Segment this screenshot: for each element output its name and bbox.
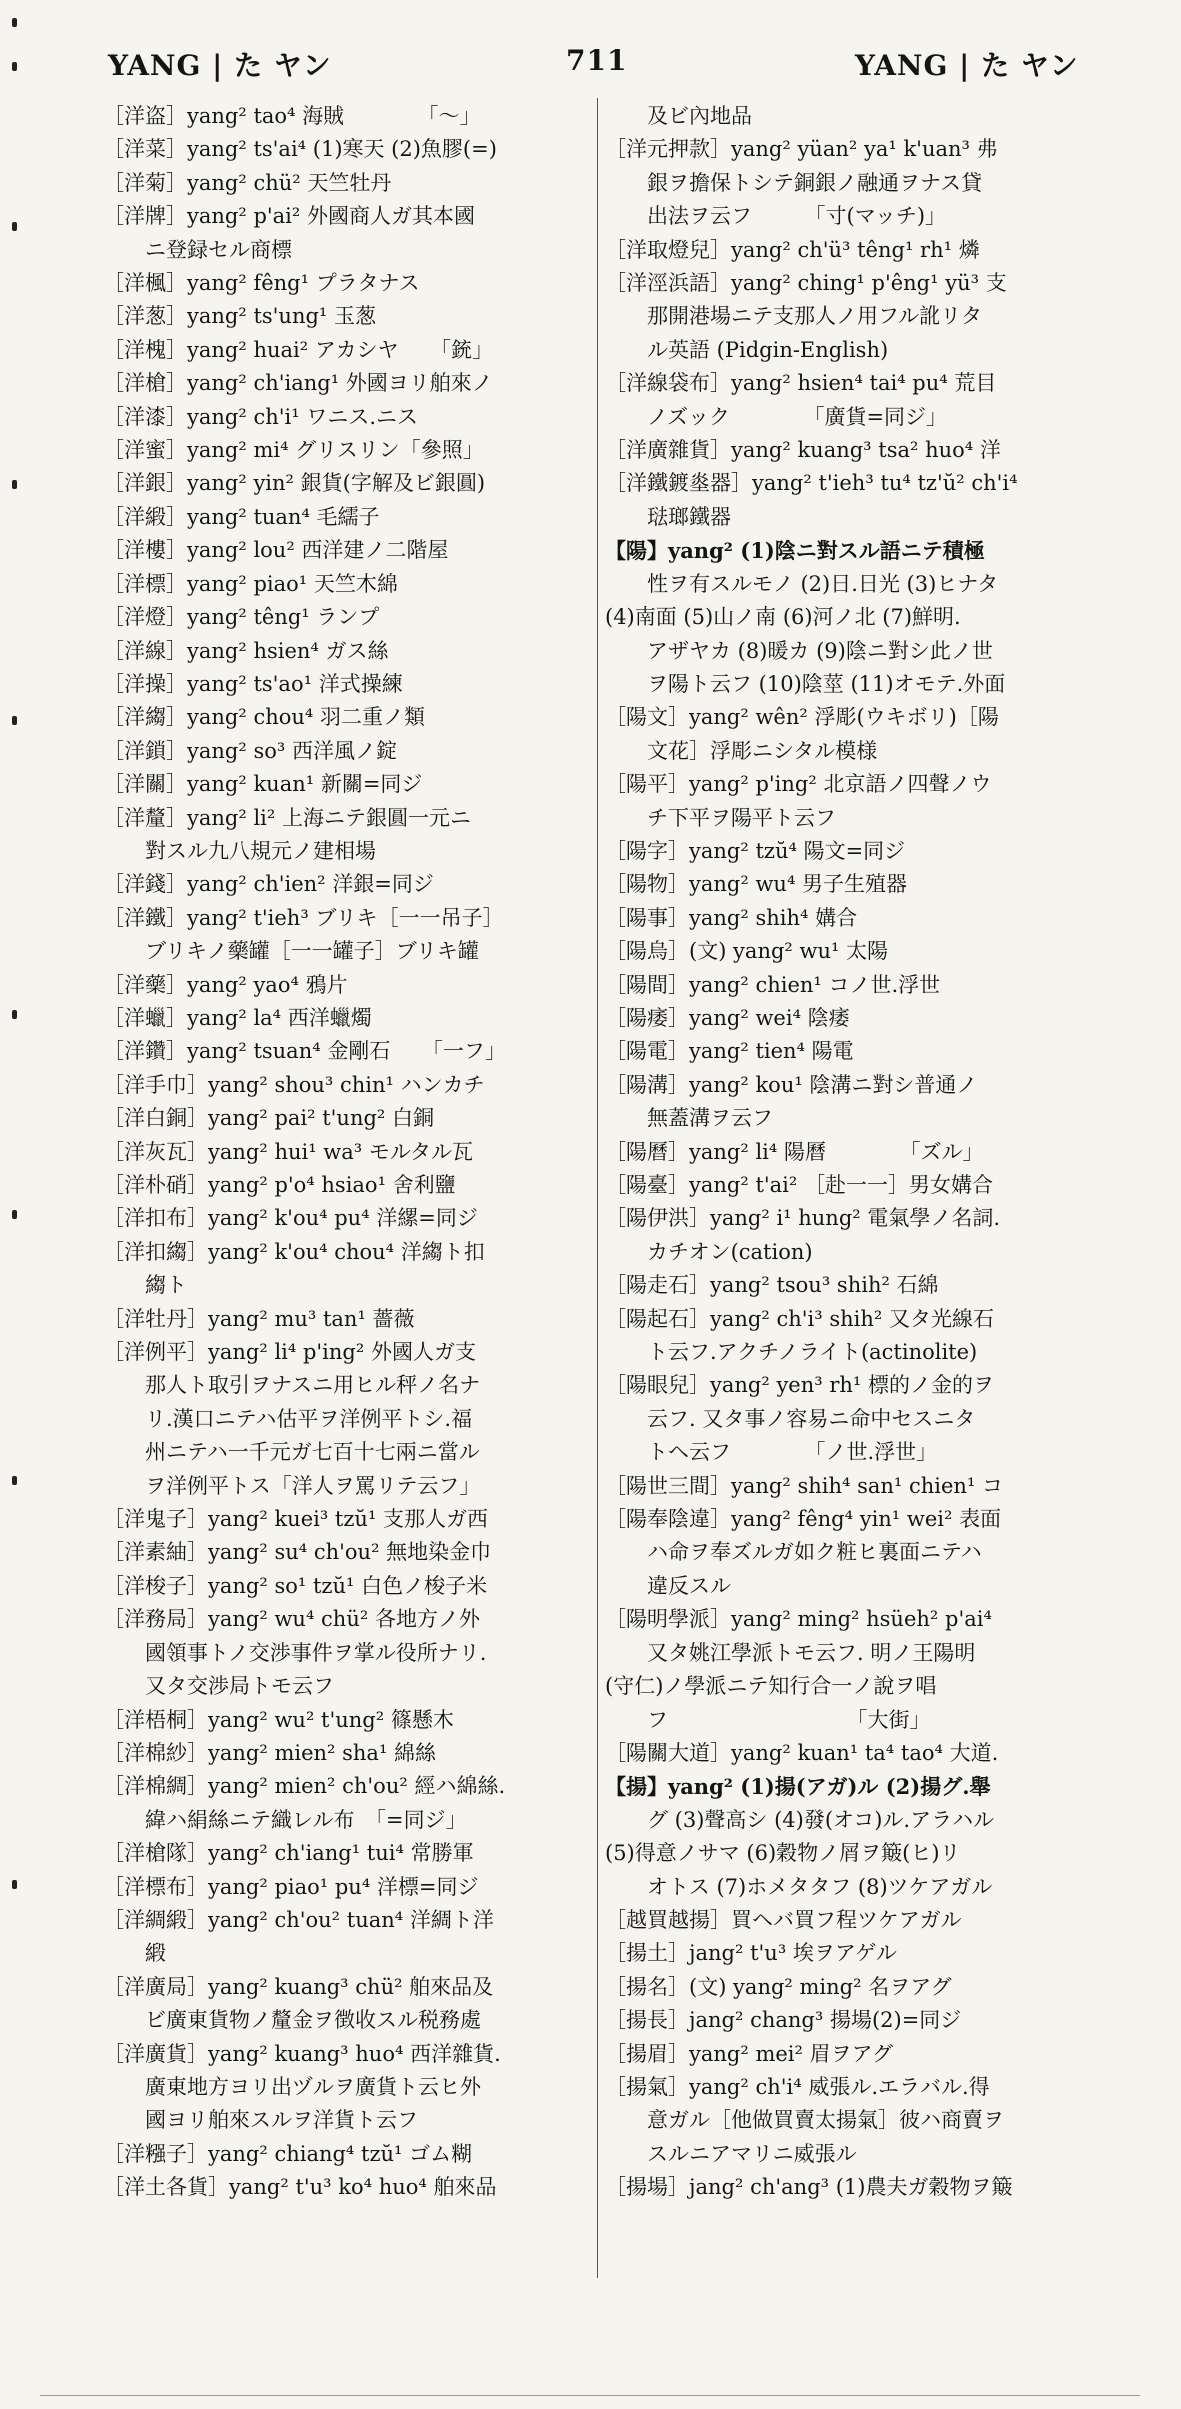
dictionary-line: 違反スル — [647, 1573, 731, 1598]
dictionary-line: ［洋鑽］yang² tsuan⁴ 金剛石 「一フ」 — [103, 1039, 506, 1064]
column-divider — [597, 98, 598, 2278]
dictionary-line: ［洋槍隊］yang² ch'iang¹ tui⁴ 常勝軍 — [103, 1841, 474, 1866]
dictionary-line: ［洋棉紗］yang² mien² sha¹ 綿絲 — [103, 1740, 437, 1765]
margin-mark — [12, 18, 17, 27]
dictionary-line: 性ヲ有スルモノ (2)日.日光 (3)ヒナタ — [647, 571, 999, 596]
dictionary-line: ［揚氣］yang² ch'i⁴ 威張ル.エラバル.得 — [605, 2074, 990, 2099]
dictionary-line: ［洋操］yang² ts'ao¹ 洋式操練 — [103, 671, 403, 696]
dictionary-line: 出法ヲ云フ 「寸(マッチ)」 — [647, 204, 947, 229]
dictionary-line: 對スル九八規元ノ建相場 — [145, 838, 376, 863]
dictionary-line: 緞 — [145, 1941, 166, 1966]
dictionary-line: ［洋鐵鍍烾器］yang² t'ieh³ tu⁴ tz'ŭ² ch'i⁴ — [605, 471, 1018, 496]
dictionary-line: ［洋糨子］yang² chiang⁴ tzŭ¹ ゴム糊 — [103, 2141, 473, 2166]
margin-mark — [12, 716, 17, 725]
dictionary-line: ［洋梭子］yang² so¹ tzŭ¹ 白色ノ梭子米 — [103, 1573, 488, 1598]
dictionary-line: 縐ト — [145, 1273, 187, 1298]
dictionary-line: ［洋廣局］yang² kuang³ chü² 舶來品及 — [103, 1974, 494, 1999]
dictionary-line: ［洋線］yang² hsien⁴ ガス絲 — [103, 638, 389, 663]
dictionary-line: ［洋楓］yang² fêng¹ プラタナス — [103, 271, 420, 296]
dictionary-line: ［洋牌］yang² p'ai² 外國商人ガ其本國 — [103, 204, 475, 229]
margin-mark — [12, 1010, 17, 1019]
dictionary-line: 州ニテハ一千元ガ七百十七兩ニ當ル — [145, 1440, 480, 1465]
dictionary-line: 【揚】yang² (1)揚(アガ)ル (2)揚グ.舉 — [605, 1774, 991, 1800]
dictionary-line: ［陽起石］yang² ch'i³ shih² 又タ光線石 — [605, 1306, 994, 1331]
dictionary-line: ［洋扣縐］yang² k'ou⁴ chou⁴ 洋縐ト扣 — [103, 1239, 485, 1264]
margin-mark — [12, 1476, 17, 1485]
dictionary-line: ［陽平］yang² p'ing² 北京語ノ四聲ノウ — [605, 772, 992, 797]
dictionary-line: ［洋手巾］yang² shou³ chin¹ ハンカチ — [103, 1072, 485, 1097]
dictionary-line: 緯ハ絹絲ニテ織レル布 「=同ジ」 — [145, 1807, 467, 1832]
dictionary-line: トヘ云フ 「ノ世.浮世」 — [647, 1440, 938, 1465]
dictionary-line: 文花］浮彫ニシタル模様 — [647, 738, 878, 763]
dictionary-line: ［洋例平］yang² li⁴ p'ing² 外國人ガ支 — [103, 1340, 476, 1365]
dictionary-line: ［洋銀］yang² yin² 銀貨(字解及ビ銀圓) — [103, 471, 486, 496]
dictionary-line: ［洋槐］yang² huai² アカシヤ 「銃」 — [103, 337, 494, 362]
binding-margin — [0, 0, 70, 2409]
dictionary-line: ［陽世三間］yang² shih⁴ san¹ chien¹ コ — [605, 1473, 1004, 1498]
right-column — [605, 100, 1085, 2205]
dictionary-line: ［洋棉綢］yang² mien² ch'ou² 經ハ綿絲. — [103, 1774, 506, 1799]
dictionary-line: ［洋關］yang² kuan¹ 新關=同ジ — [103, 772, 423, 797]
dictionary-line: 廣東地方ヨリ出ヅルヲ廣貨ト云ヒ外 — [145, 2074, 481, 2099]
dictionary-line: ［揚土］jang² t'u³ 埃ヲアゲル — [605, 1941, 897, 1966]
header-left: YANG | た ヤン — [108, 49, 332, 82]
dictionary-line: ［洋燈］yang² têng¹ ランプ — [103, 605, 380, 630]
dictionary-line: ［洋葱］yang² ts'ung¹ 玉葱 — [103, 304, 377, 329]
dictionary-line: ［洋素紬］yang² su⁴ ch'ou² 無地染金巾 — [103, 1540, 492, 1565]
dictionary-line: ［陽字］yang² tzŭ⁴ 陽文=同ジ — [605, 838, 906, 863]
dictionary-line: ［洋蜜］yang² mi⁴ グリスリン「參照」 — [103, 438, 484, 463]
margin-mark — [12, 222, 17, 231]
dictionary-line: ［洋線袋布］yang² hsien⁴ tai⁴ pu⁴ 荒目 — [605, 371, 997, 396]
dictionary-line: ［洋涇浜語］yang² ching¹ p'êng¹ yü³ 支 — [605, 271, 1007, 296]
dictionary-line: ［陽痿］yang² wei⁴ 陰痿 — [605, 1005, 850, 1030]
dictionary-line: ［洋牡丹］yang² mu³ tan¹ 薔薇 — [103, 1306, 415, 1331]
dictionary-line: ［揚眉］yang² mei² 眉ヲアグ — [605, 2041, 893, 2066]
dictionary-line: ［陽眼兒］yang² yen³ rh¹ 標的ノ金的ヲ — [605, 1373, 995, 1398]
dictionary-line: 意ガル［他做買賣太揚氣］彼ハ商賣ヲ — [647, 2108, 1004, 2133]
dictionary-line: 無蓋溝ヲ云フ — [647, 1106, 773, 1131]
dictionary-line: ［洋取燈兒］yang² ch'ü³ têng¹ rh¹ 燐 — [605, 237, 980, 262]
dictionary-line: 那人ト取引ヲナスニ用ヒル秤ノ名ナ — [145, 1373, 481, 1398]
left-column — [103, 100, 590, 2205]
dictionary-line: ［揚長］jang² chang³ 揚場(2)=同ジ — [605, 2008, 962, 2033]
dictionary-line: ［陽奉陰違］yang² fêng⁴ yin¹ wei² 表面 — [605, 1507, 1002, 1532]
page-header — [0, 44, 1181, 90]
dictionary-line: ［洋灰瓦］yang² hui¹ wa³ モルタル瓦 — [103, 1139, 474, 1164]
dictionary-line: ［洋務局］yang² wu⁴ chü² 各地方ノ外 — [103, 1607, 480, 1632]
dictionary-line: ［洋廣貨］yang² kuang³ huo⁴ 西洋雜貨. — [103, 2041, 501, 2066]
dictionary-line: ［洋土各貨］yang² t'u³ ko⁴ huo⁴ 舶來品 — [103, 2175, 497, 2200]
dictionary-line: 又タ姚江學派トモ云フ. 明ノ王陽明 — [647, 1640, 976, 1665]
dictionary-line: ［陽電］yang² tien⁴ 陽電 — [605, 1039, 854, 1064]
dictionary-line: ［洋樓］yang² lou² 西洋建ノ二階屋 — [103, 538, 449, 563]
dictionary-line: ［陽溝］yang² kou¹ 陰溝ニ對シ普通ノ — [605, 1072, 978, 1097]
dictionary-line: ［揚場］jang² ch'ang³ (1)農夫ガ穀物ヲ簸 — [605, 2175, 1013, 2200]
dictionary-line: グ (3)聲高シ (4)發(オコ)ル.アラハル — [647, 1807, 995, 1832]
dictionary-line: ［陽明學派］yang² ming² hsüeh² p'ai⁴ — [605, 1607, 992, 1632]
dictionary-line: ［洋盗］yang² tao⁴ 海賊 「〜」 — [103, 104, 481, 128]
dictionary-line: ［洋蠟］yang² la⁴ 西洋蠟燭 — [103, 1005, 372, 1030]
dictionary-line: ［洋標布］yang² piao¹ pu⁴ 洋標=同ジ — [103, 1874, 479, 1899]
dictionary-line: ［陽臺］yang² t'ai² ［赴一一］男女媾合 — [605, 1173, 993, 1197]
dictionary-line: ［洋藥］yang² yao⁴ 鴉片 — [103, 972, 348, 997]
dictionary-line: ［陽間］yang² chien¹ コノ世.浮世 — [605, 972, 941, 997]
dictionary-line: 琺瑯鐵器 — [647, 504, 731, 529]
dictionary-line: ［洋錢］yang² ch'ien² 洋銀=同ジ — [103, 872, 434, 897]
dictionary-line: オトス (7)ホメタタフ (8)ツケアガル — [647, 1874, 993, 1899]
dictionary-line: ［洋釐］yang² li² 上海ニテ銀圓一元ニ — [103, 805, 471, 830]
dictionary-line: チ下平ヲ陽平ト云フ — [647, 805, 836, 830]
dictionary-line: ニ登録セル商標 — [145, 237, 292, 262]
dictionary-line: 國ヨリ舶來スルヲ洋貨ト云フ — [145, 2108, 418, 2133]
dictionary-line: ［洋鬼子］yang² kuei³ tzŭ¹ 支那人ガ西 — [103, 1507, 489, 1532]
dictionary-line: 又タ交渉局トモ云フ — [145, 1674, 334, 1699]
dictionary-line: ノズック 「廣貨=同ジ」 — [647, 404, 948, 429]
dictionary-line: ［陽伊洪］yang² i¹ hung² 電氣學ノ名詞. — [605, 1206, 1001, 1231]
dictionary-line: ［越買越揚］買ヘバ買フ程ツケアガル — [605, 1907, 962, 1932]
dictionary-line: ブリキノ藥罐［一一罐子］ブリキ罐 — [145, 939, 479, 964]
dictionary-line: ［洋縐］yang² chou⁴ 羽二重ノ類 — [103, 705, 425, 730]
dictionary-line: ［陽曆］yang² li⁴ 陽曆 「ズル」 — [605, 1139, 984, 1164]
dictionary-line: ［洋廣雜貨］yang² kuang³ tsa² huo⁴ 洋 — [605, 438, 1001, 463]
dictionary-line: ［洋菊］yang² chü² 天竺牡丹 — [103, 170, 392, 195]
dictionary-line: (4)南面 (5)山ノ南 (6)河ノ北 (7)鮮明. — [605, 605, 961, 630]
dictionary-line: 及ビ內地品 — [647, 104, 752, 128]
dictionary-line: ［洋鎖］yang² so³ 西洋風ノ錠 — [103, 738, 397, 763]
dictionary-line: ハ命ヲ奉ズルガ如ク粧ヒ裏面ニテハ — [647, 1540, 982, 1565]
dictionary-line: ［洋朴硝］yang² p'o⁴ hsiao¹ 舍利鹽 — [103, 1173, 456, 1197]
dictionary-line: リ.漢口ニテハ估平ヲ洋例平トシ.福 — [145, 1406, 473, 1431]
dictionary-line: ［洋鐵］yang² t'ieh³ ブリキ［一一吊子］ — [103, 905, 504, 930]
dictionary-line: 云フ. 又タ事ノ容易ニ命中セスニタ — [647, 1406, 976, 1431]
dictionary-line: ヲ陽ト云フ (10)陰莖 (11)オモテ.外面 — [647, 671, 1006, 696]
header-right: YANG | た ヤン — [855, 49, 1079, 82]
dictionary-line: ヲ洋例平トス「洋人ヲ罵リテ云フ」 — [145, 1473, 481, 1498]
dictionary-line: カチオン(cation) — [647, 1239, 813, 1264]
dictionary-line: スルニアマリニ威張ル — [647, 2141, 857, 2166]
dictionary-line: 銀ヲ擔保トシテ銅銀ノ融通ヲナス貸 — [647, 170, 983, 195]
dictionary-line: ［陽物］yang² wu⁴ 男子生殖器 — [605, 872, 908, 897]
bottom-rule — [40, 2395, 1140, 2396]
dictionary-line: ［陽走石］yang² tsou³ shih² 石綿 — [605, 1273, 939, 1298]
dictionary-line: ［洋菜］yang² ts'ai⁴ (1)寒天 (2)魚膠(=) — [103, 137, 497, 162]
dictionary-line: ［洋槍］yang² ch'iang¹ 外國ヨリ舶來ノ — [103, 371, 493, 396]
dictionary-line: フ 「大街」 — [647, 1707, 931, 1732]
dictionary-line: ル英語 (Pidgin-English) — [647, 337, 889, 362]
dictionary-line: (守仁)ノ學派ニテ知行合一ノ說ヲ唱 — [605, 1674, 937, 1699]
dictionary-line: ［洋梧桐］yang² wu² t'ung² 篠懸木 — [103, 1707, 454, 1732]
dictionary-line: 【陽】yang² (1)陰ニ對スル語ニテ積極 — [605, 538, 985, 564]
dictionary-line: ［洋標］yang² piao¹ 天竺木綿 — [103, 571, 398, 596]
dictionary-line: ［洋扣布］yang² k'ou⁴ pu⁴ 洋縲=同ジ — [103, 1206, 478, 1231]
dictionary-line: 那開港場ニテ支那人ノ用フル訛リタ — [647, 304, 983, 329]
margin-mark — [12, 1880, 17, 1889]
dictionary-line: ビ廣東貨物ノ釐金ヲ徴收スル税務處 — [145, 2008, 481, 2033]
margin-mark — [12, 480, 17, 489]
page-number: 711 — [566, 44, 628, 77]
dictionary-line: (5)得意ノサマ (6)穀物ノ屑ヲ簸(ヒ)リ — [605, 1841, 961, 1866]
dictionary-line: ［陽烏］(文) yang² wu¹ 太陽 — [605, 939, 889, 964]
dictionary-line: ［陽文］yang² wên² 浮彫(ウキボリ)［陽 — [605, 705, 999, 730]
dictionary-line: ト云フ.アクチノライト(actinolite) — [647, 1340, 978, 1365]
dictionary-line: 國領事トノ交渉事件ヲ掌ル役所ナリ. — [145, 1640, 487, 1665]
dictionary-line: ［洋緞］yang² tuan⁴ 毛繻子 — [103, 504, 380, 529]
dictionary-line: ［揚名］(文) yang² ming² 名ヲアグ — [605, 1974, 952, 1999]
dictionary-line: ［洋漆］yang² ch'i¹ ワニス.ニス — [103, 404, 418, 429]
margin-mark — [12, 1210, 17, 1219]
dictionary-line: ［洋綢緞］yang² ch'ou² tuan⁴ 洋綢ト洋 — [103, 1907, 494, 1932]
dictionary-line: ［陽事］yang² shih⁴ 媾合 — [605, 905, 858, 930]
dictionary-line: アザヤカ (8)暖カ (9)陰ニ對シ此ノ世 — [647, 638, 993, 663]
dictionary-line: ［洋白銅］yang² pai² t'ung² 白銅 — [103, 1106, 435, 1131]
dictionary-line: ［陽關大道］yang² kuan¹ ta⁴ tao⁴ 大道. — [605, 1740, 999, 1765]
dictionary-line: ［洋元押款］yang² yüan² ya¹ k'uan³ 弗 — [605, 137, 998, 162]
